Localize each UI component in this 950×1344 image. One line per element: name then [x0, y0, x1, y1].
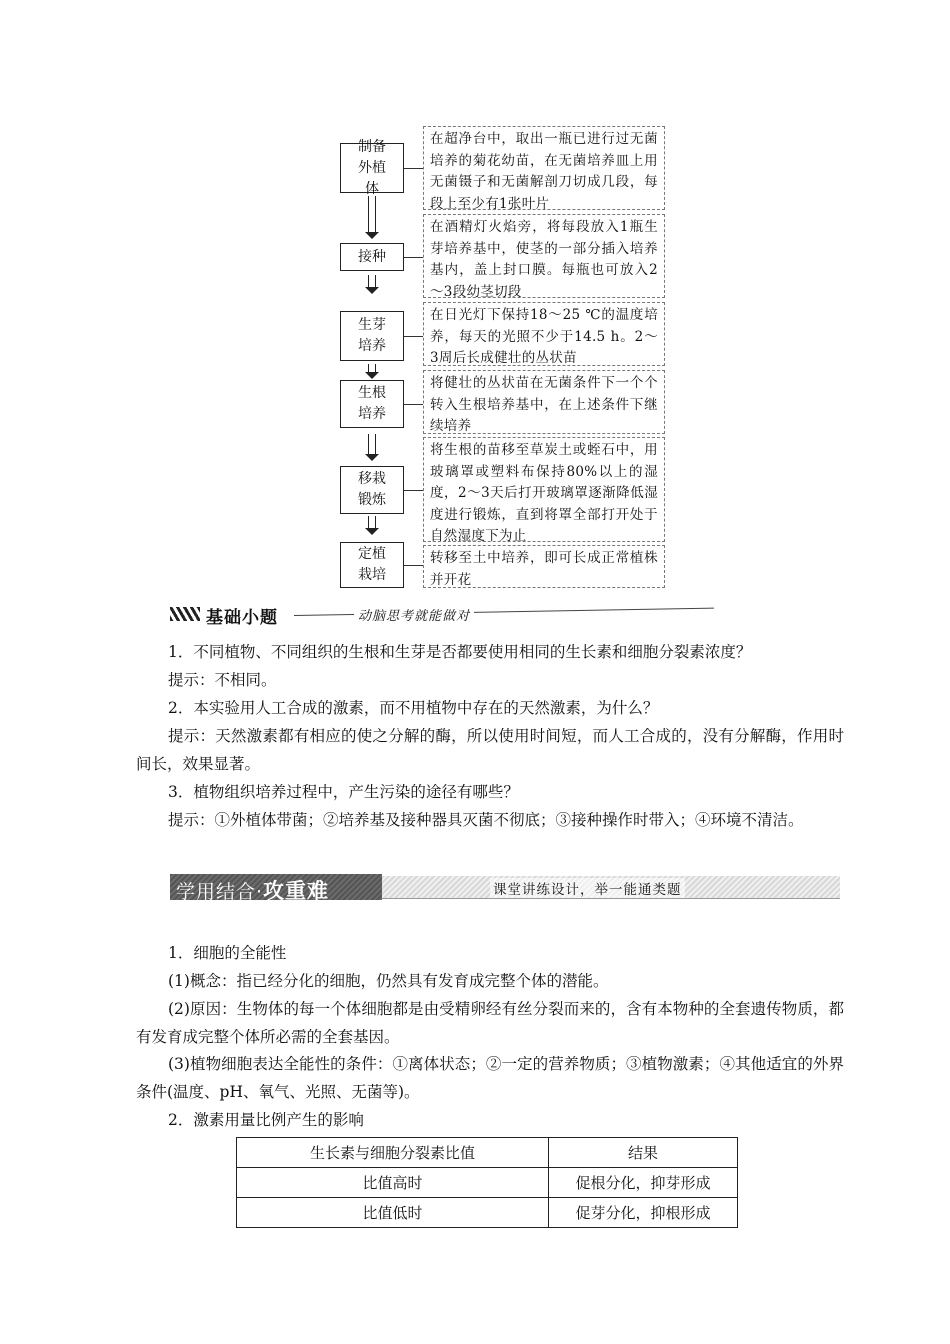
answer-1: 提示：不相同。 — [168, 671, 277, 689]
section-subtitle: 课堂讲练设计，举一能通类题 — [490, 878, 685, 898]
section-title: 基础小题 — [206, 608, 278, 628]
flow-step-label: 定植栽培 — [358, 546, 386, 583]
table-cell: 促根分化，抑芽形成 — [549, 1168, 738, 1198]
section-subtitle: 动脑思考就能做对 — [354, 605, 474, 624]
down-arrow-icon — [364, 364, 380, 379]
flow-step-transplant-harden — [340, 466, 404, 514]
section-title-a: 学用结合· — [176, 881, 264, 903]
section-title — [176, 875, 329, 905]
flow-desc-planting: 转移至土中培养，即可长成正常植株并开花 — [423, 545, 665, 588]
table-cell: 比值高时 — [237, 1168, 549, 1198]
question-3: 3．植物组织培养过程中，产生污染的途径有哪些？ — [168, 783, 519, 801]
flow-desc-inoculate: 在酒精灯火焰旁，将每段放入1瓶生芽培养基中，使茎的一部分插入培养基内，盖上封口膜。每瓶也可放入2～3段幼茎切段 — [423, 214, 665, 298]
table-header-cell: 生长素与细胞分裂素比值 — [237, 1138, 549, 1168]
para-concept: (1)概念：指已经分化的细胞，仍然具有发育成完整个体的潜能。 — [168, 972, 609, 990]
flow-step-label: 制备外植体 — [358, 138, 386, 197]
answer-2: 提示：天然激素都有相应的使之分解的酶，所以使用时间短，而人工合成的，没有分解酶，作用时间长，效果显著。 — [136, 727, 844, 773]
flow-step-prepare-explant — [340, 138, 404, 197]
flow-step-label: 移栽锻炼 — [358, 471, 386, 508]
answer-3: 提示：①外植体带菌；②培养基及接种器具灭菌不彻底；③接种操作时带入；④环境不清洁。 — [168, 811, 804, 829]
flow-step-root-culture — [340, 380, 404, 428]
flow-desc-bud-culture: 在日光灯下保持18～25 ℃的温度培养，每天的光照不少于14.5 h。2～3周后长成健壮的丛状苗 — [423, 302, 665, 366]
flow-step-label: 生根培养 — [358, 385, 386, 422]
heading-hormone-ratio: 2．激素用量比例产生的影响 — [168, 1111, 364, 1129]
down-arrow-icon — [364, 516, 380, 535]
hormone-ratio-table — [236, 1137, 738, 1228]
section-banner-key-points — [170, 874, 840, 902]
flow-step-planting — [340, 542, 404, 588]
flow-connector — [404, 257, 423, 258]
table-cell: 比值低时 — [237, 1198, 549, 1228]
section-banner-basic — [170, 603, 550, 628]
table-header-row — [237, 1138, 738, 1168]
table-row — [237, 1168, 738, 1198]
flow-desc-root-culture: 将健壮的丛状苗在无菌条件下一个个转入生根培养基中，在上述条件下继续培养 — [423, 370, 665, 434]
question-2: 2．本实验用人工合成的激素，而不用植物中存在的天然激素，为什么？ — [168, 699, 659, 717]
flow-connector — [404, 168, 423, 169]
table-cell: 促芽分化，抑根形成 — [549, 1198, 738, 1228]
flow-connector — [404, 565, 423, 566]
flow-desc-prepare-explant: 在超净台中，取出一瓶已进行过无菌培养的菊花幼苗，在无菌培养皿上用无菌镊子和无菌解剖刀切成几段，每段上至少有1张叶片 — [423, 126, 665, 210]
table-row — [237, 1198, 738, 1228]
down-arrow-icon — [364, 196, 380, 239]
flow-step-label: 接种 — [358, 248, 386, 265]
para-conditions: (3)植物细胞表达全能性的条件：①离体状态；②一定的营养物质；③植物激素；④其他适宜的外界条件(温度、pH、氧气、光照、无菌等)。 — [136, 1055, 844, 1101]
flow-desc-transplant-harden: 将生根的苗移至草炭土或蛭石中，用玻璃罩或塑料布保持80%以上的湿度，2～3天后打开玻璃罩逐渐降低湿度进行锻炼，直到将罩全部打开处于自然湿度下为止 — [423, 437, 665, 542]
flow-step-label: 生芽培养 — [358, 317, 386, 354]
flow-connector — [404, 490, 423, 491]
down-arrow-icon — [364, 275, 380, 294]
heading-totipotency: 1．细胞的全能性 — [168, 944, 287, 962]
flow-step-bud-culture — [340, 311, 404, 361]
banner-stripes-icon — [170, 607, 200, 621]
para-reason: (2)原因：生物体的每一个体细胞都是由受精卵经有丝分裂而来的，含有本物种的全套遗传物质，都有发育成完整个体所必需的全套基因。 — [136, 1000, 844, 1046]
table-header-cell: 结果 — [549, 1138, 738, 1168]
flow-step-inoculate — [340, 243, 404, 271]
down-arrow-icon — [364, 434, 380, 461]
flow-connector — [404, 404, 423, 405]
flow-connector — [404, 336, 423, 337]
question-1: 1．不同植物、不同组织的生根和生芽是否都要使用相同的生长素和细胞分裂素浓度？ — [168, 643, 752, 661]
section-title-b: 攻重难 — [263, 879, 330, 903]
